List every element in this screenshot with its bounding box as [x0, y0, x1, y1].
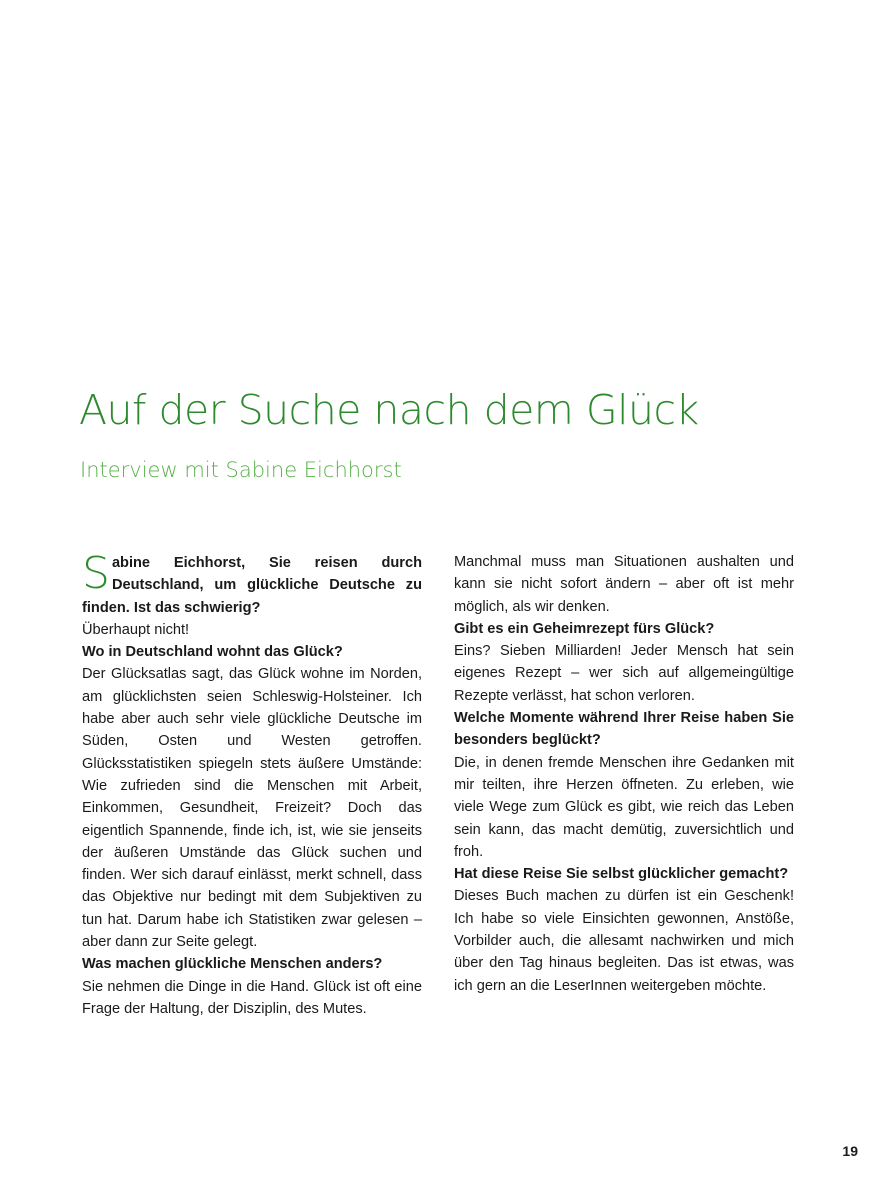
question-1-text: abine Eichhorst, Sie reisen durch Deutschland, um glückliche Deutsche zu finden. Ist das schwierig?: [82, 555, 422, 616]
answer-3: Sie nehmen die Dinge in die Hand. Glück ist oft eine Frage der Haltung, der Disziplin, des Mutes.: [82, 978, 422, 1017]
answer-6: Dieses Buch machen zu dürfen ist ein Geschenk! Ich habe so viele Einsichten gewonnen, Anstöße, Vorbilder auch, die allesamt nachwirken und mich über den Tag hinaus begleiten. Das ist etwas, was ich gern an die LeserInnen weitergeben möchte.: [454, 888, 794, 994]
answer-1: Überhaupt nicht!: [82, 621, 190, 638]
answer-4: Eins? Sieben Milliarden! Jeder Mensch hat sein eigenes Rezept – wer sich auf allgemeingültige Rezepte verlässt, hat schon verloren.: [454, 643, 794, 704]
page-subtitle: Interview mit Sabine Eichhorst: [80, 458, 402, 482]
page-title: Auf der Suche nach dem Glück: [79, 386, 699, 434]
text-column-right: [454, 551, 794, 997]
question-5: Welche Momente während Ihrer Reise haben Sie besonders beglückt?: [454, 710, 794, 749]
question-2: Wo in Deutschland wohnt das Glück?: [82, 644, 343, 661]
question-4: Gibt es ein Geheimrezept fürs Glück?: [454, 620, 715, 637]
question-1: [82, 548, 422, 619]
text-column-left: [82, 548, 422, 1020]
question-3: Was machen glückliche Menschen anders?: [82, 956, 383, 973]
answer-3-continued: Manchmal muss man Situationen aushalten und kann sie nicht sofort ändern – aber oft ist mehr möglich, als wir denken.: [454, 554, 794, 615]
answer-2: Der Glücksatlas sagt, das Glück wohne im Norden, am glücklichsten seien Schleswig-Holsteiner. Ich habe aber auch sehr viele glückliche Deutsche im Süden, Osten und Westen getroffen. Glücksstatistiken spiegeln stets äußere Umstände: Wie zufrieden sind die Menschen mit Arbeit, Einkommen, Gesundheit, Freizeit? Doch das eigentlich Spannende, finde ich, ist, wie sie jenseits der äußeren Umstände das Glück suchen und finden. Wer sich darauf einlässt, merkt schnell, dass das Objektive nur bedingt mit dem Subjektiven zu tun hat. Darum habe ich Statistiken zwar gelesen – aber dann zur Seite gelegt.: [82, 666, 422, 951]
drop-cap: S: [82, 548, 110, 599]
page-number: 19: [842, 1143, 858, 1159]
question-6: Hat diese Reise Sie selbst glücklicher gemacht?: [454, 866, 789, 883]
answer-5: Die, in denen fremde Menschen ihre Gedanken mit mir teilten, ihre Herzen öffneten. Zu erleben, wie viele Wege zum Glück es gibt, wie reich das Leben sein kann, das macht demütig, zuversichtlich und froh.: [454, 754, 794, 860]
